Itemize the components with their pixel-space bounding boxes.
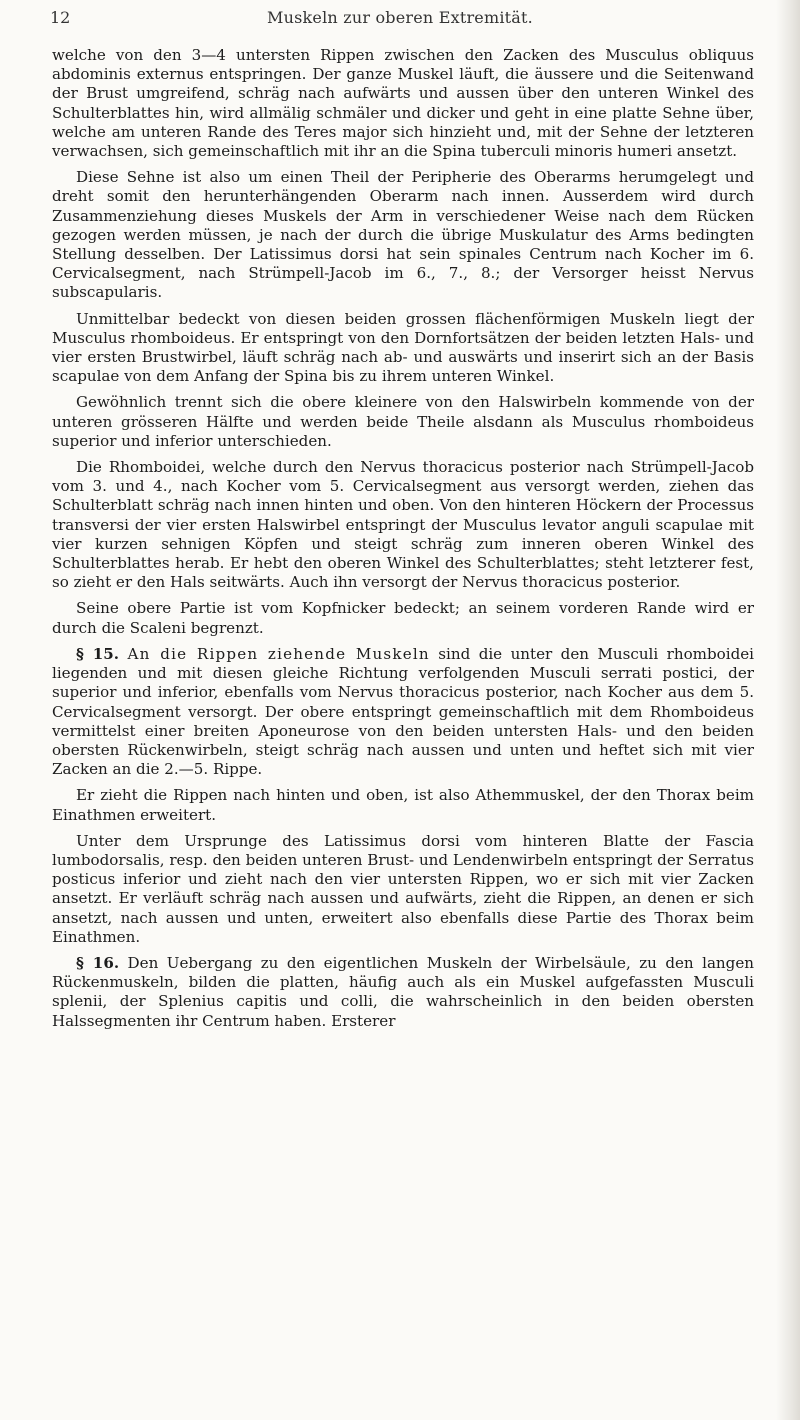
paragraph-8: Unter dem Ursprunge des Latissimus dorsi vom hinteren Blatte der Fascia lumbodorsalis, resp. den beiden unteren Brust- und Lendenwirbeln entspringt der Serratus posticus inferior und zieht nach den vier untersten Rippen, wo er sich mit vier Zacken ansetzt. Er verläuft schräg nach aussen und aufwärts, zieht die Rippen, an denen er sich ansetzt, nach aussen und unten, erweitert also ebenfalls diese Partie des Thorax beim Einathmen. bbox=[52, 831, 755, 946]
page-edge-shadow bbox=[776, 0, 800, 1420]
page-header bbox=[0, 0, 800, 40]
paragraph-3: Unmittelbar bedeckt von diesen beiden grossen flächenförmigen Muskeln liegt der Musculus rhomboideus. Er entspringt von den Dornfortsätzen der beiden letzten Hals- und vier ersten Brustwirbel, läuft schräg nach ab- und auswärts und inserirt sich an der Basis scapulae von dem Anfang der Spina bis zu ihrem unteren Winkel. bbox=[52, 309, 754, 386]
section-15 bbox=[52, 645, 754, 779]
paragraph-4: Gewöhnlich trennt sich die obere kleinere von den Halswirbeln kommende von der unteren grösseren Hälfte und werden beide Theile alsdann als Musculus rhomboideus superior und inferior unterschieden. bbox=[52, 393, 754, 450]
page-number: 12 bbox=[50, 8, 71, 27]
paragraph-5: Die Rhomboidei, welche durch den Nervus thoracicus posterior nach Strümpell-Jacob vom 3. und 4., nach Kocher vom 5. Cervicalsegment aus versorgt werden, ziehen das Schulterblatt schräg nach innen hinten und oben. Von den hinteren Höckern der Processus transversi der vier ersten Halswirbel entspringt der Musculus levator anguli scapulae mit vier kurzen sehnigen Köpfen und steigt schräg zum inneren oberen Winkel des Schulterblattes herab. Er hebt den oberen Winkel des Schulterblattes; steht letzterer fest, so zieht er den Hals seitwärts. Auch ihn versorgt der Nervus thoracicus posterior. bbox=[52, 458, 754, 592]
running-head: Muskeln zur oberen Extremität. bbox=[267, 8, 533, 27]
section-15-heading: An die Rippen ziehende Muskeln bbox=[127, 644, 430, 663]
paragraph-1: welche von den 3—4 untersten Rippen zwischen den Zacken des Musculus obliquus abdominis externus entspringen. Der ganze Muskel läuft, die äussere und die Seitenwand der Brust umgreifend, schräg nach aufwärts und aussen über den unteren Winkel des Schulterblattes hin, wird allmälig schmäler und dicker und geht in eine platte Sehne über, welche am unteren Rande des Teres major sich hinzieht und, mit der Sehne der letzteren verwachsen, sich gemeinschaftlich mit ihr an die Spina tuberculi minoris humeri ansetzt. bbox=[52, 46, 754, 161]
section-15-number: § 15. bbox=[76, 644, 120, 663]
body-text bbox=[52, 46, 754, 1038]
section-15-text: sind die unter den Musculi rhomboidei liegenden und mit diesen gleiche Richtung verfolgenden Musculi serrati postici, der superior und inferior, ebenfalls vom Nervus thoracicus posterior, nach Kocher aus dem 5. Cervicalsegment versorgt. Der obere entspringt gemeinschaftlich mit dem Rhomboideus vermittelst einer breiten Aponeurose von den beiden untersten Hals- und den beiden obersten Rückenwirbeln, steigt schräg nach aussen und unten und heftet sich mit vier Zacken an die 2.—5. Rippe. bbox=[52, 644, 754, 779]
section-16-text: Den Uebergang zu den eigentlichen Muskeln der Wirbelsäule, zu den langen Rückenmuskeln, bilden die platten, häufig auch als ein Muskel aufgefassten Musculi splenii, der Splenius capitis und colli, die wahrscheinlich in den beiden obersten Halssegmenten ihr Centrum haben. Ersterer bbox=[52, 953, 754, 1030]
section-16 bbox=[52, 954, 754, 1031]
paragraph-6: Seine obere Partie ist vom Kopfnicker bedeckt; an seinem vorderen Rande wird er durch die Scaleni begrenzt. bbox=[52, 599, 754, 637]
section-16-number: § 16. bbox=[76, 953, 120, 972]
paragraph-2: Diese Sehne ist also um einen Theil der Peripherie des Oberarms herumgelegt und dreht somit den herunterhängenden Oberarm nach innen. Ausserdem wird durch Zusammenziehung dieses Muskels der Arm in verschiedener Weise nach dem Rücken gezogen werden müssen, je nach der durch die übrige Muskulatur des Arms bedingten Stellung desselben. Der Latissimus dorsi hat sein spinales Centrum nach Kocher im 6. Cervicalsegment, nach Strümpell-Jacob im 6., 7., 8.; der Versorger heisst Nervus subscapularis. bbox=[52, 168, 754, 302]
paragraph-7: Er zieht die Rippen nach hinten und oben, ist also Athemmuskel, der den Thorax beim Einathmen erweitert. bbox=[52, 786, 754, 824]
